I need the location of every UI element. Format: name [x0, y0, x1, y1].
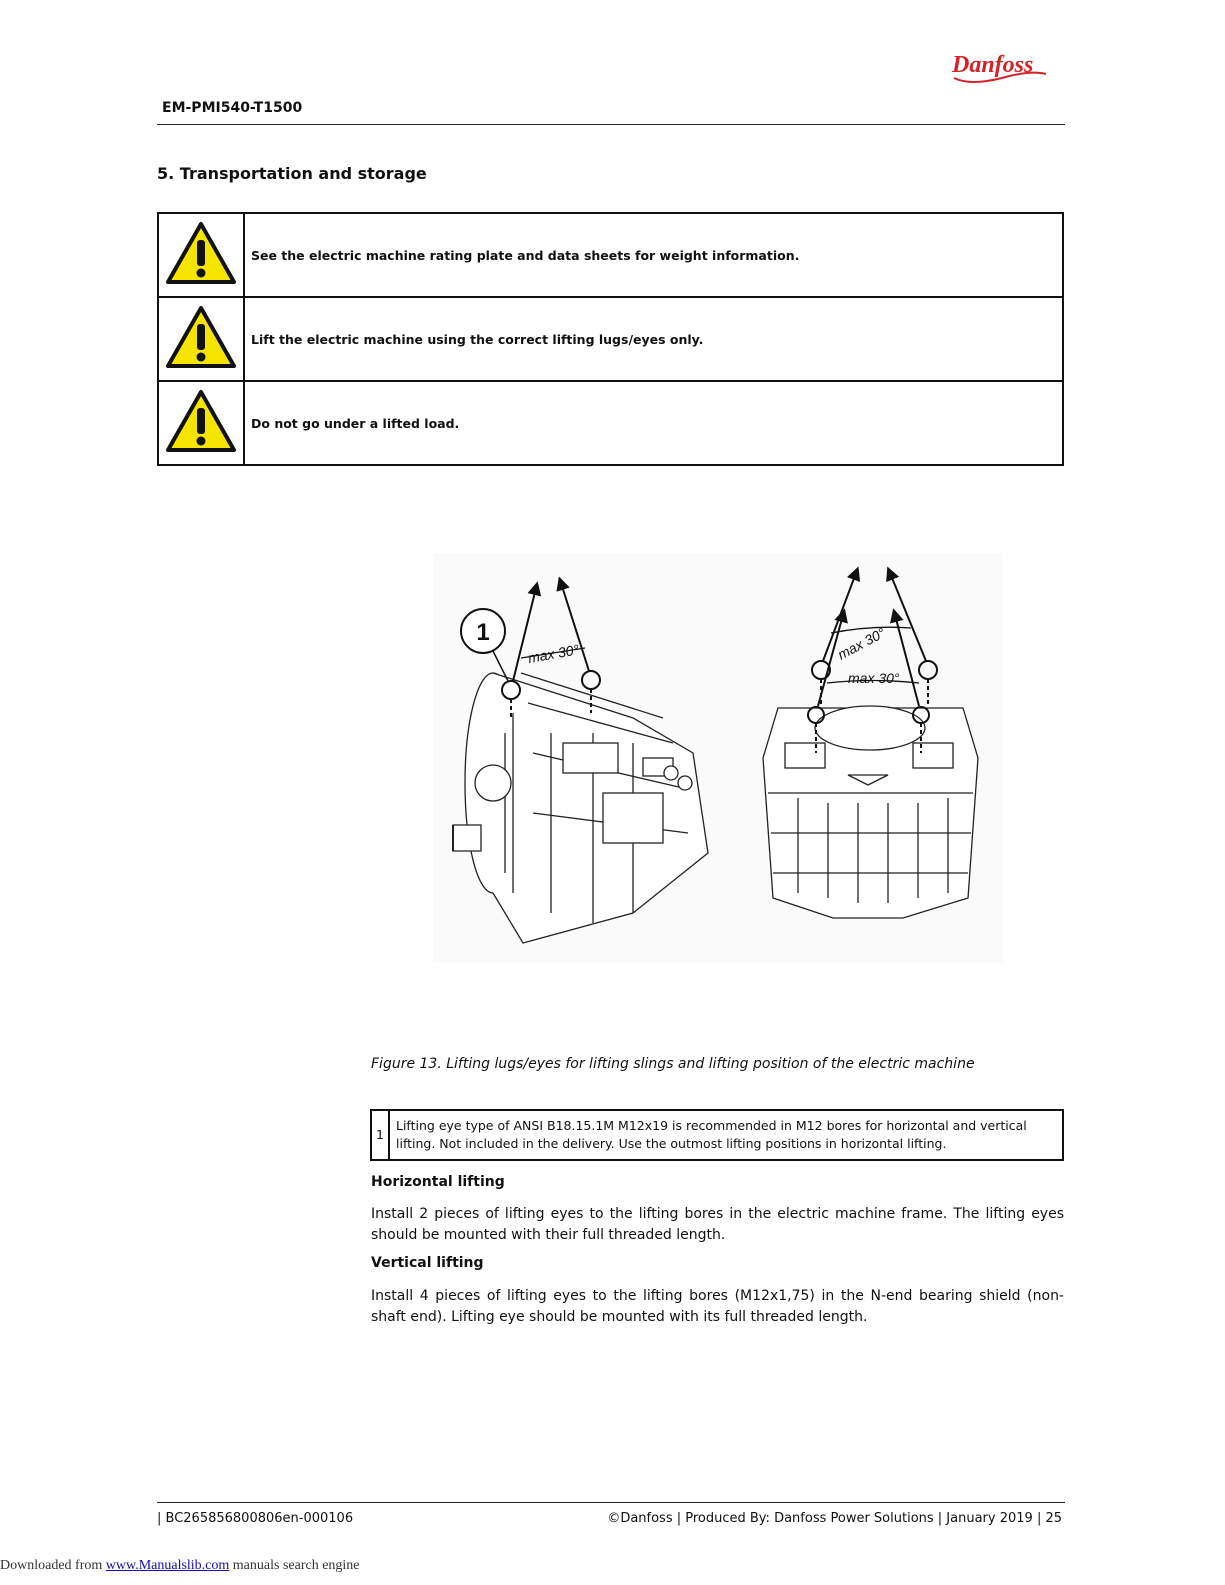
footer-divider	[157, 1502, 1065, 1503]
header-divider	[157, 124, 1065, 125]
manualslib-link[interactable]: www.Manualslib.com	[105, 1558, 230, 1573]
note-text: Lifting eye type of ANSI B18.15.1M M12x19 is recommended in M12 bores for horizontal and vertical lifting. Not included in the delivery. Use the outmost lifting positions in horizontal lifting.	[389, 1110, 1063, 1160]
note-number: 1	[371, 1110, 389, 1160]
document-id: EM-PMI540-T1500	[162, 100, 303, 116]
figure-caption: Figure 13. Lifting lugs/eyes for lifting slings and lifting position of the electric machine	[371, 1056, 975, 1072]
warning-triangle-icon	[164, 220, 238, 286]
vertical-motor-drawing	[763, 706, 978, 918]
warning-triangle-icon	[164, 304, 238, 370]
note-row	[371, 1110, 1063, 1160]
download-suffix: manuals search engine	[229, 1558, 360, 1573]
note-table	[370, 1109, 1064, 1161]
warning-triangle-icon	[164, 388, 238, 454]
logo-text: Danfoss	[952, 52, 1034, 78]
horizontal-lifting-text: Install 2 pieces of lifting eyes to the lifting bores in the electric machine frame. The lifting eyes should be mounted with their full threaded length.	[371, 1206, 1064, 1243]
lifting-figure	[433, 553, 1003, 967]
angle-label-left: max 30°	[526, 641, 581, 666]
footer-doc-number: | BC265856800806en-000106	[157, 1511, 354, 1526]
warning-text: Lift the electric machine using the correct lifting lugs/eyes only.	[244, 297, 1063, 381]
footer-copyright: ©Danfoss | Produced By: Danfoss Power Solutions | January 2019 | 25	[607, 1511, 1062, 1526]
danfoss-logo	[950, 48, 1050, 92]
download-notice	[0, 1558, 360, 1574]
callout-number: 1	[476, 619, 490, 646]
vertical-lifting-text: Install 4 pieces of lifting eyes to the lifting bores (M12x1,75) in the N-end bearing shield (non-shaft end). Lifting eye should be mounted with its full threaded length.	[371, 1288, 1064, 1325]
warning-table	[157, 212, 1064, 466]
warning-text: Do not go under a lifted load.	[244, 381, 1063, 465]
warning-row	[158, 213, 1063, 297]
warning-row	[158, 297, 1063, 381]
warning-row	[158, 381, 1063, 465]
warning-text: See the electric machine rating plate and data sheets for weight information.	[244, 213, 1063, 297]
vertical-lifting-heading: Vertical lifting	[371, 1255, 484, 1271]
angle-label-right-bottom: max 30°	[848, 670, 900, 686]
angle-label-right-top: max 30°	[834, 624, 888, 663]
horizontal-lifting-heading: Horizontal lifting	[371, 1174, 505, 1190]
section-title: 5. Transportation and storage	[157, 164, 427, 183]
download-prefix: Downloaded from	[0, 1558, 106, 1573]
